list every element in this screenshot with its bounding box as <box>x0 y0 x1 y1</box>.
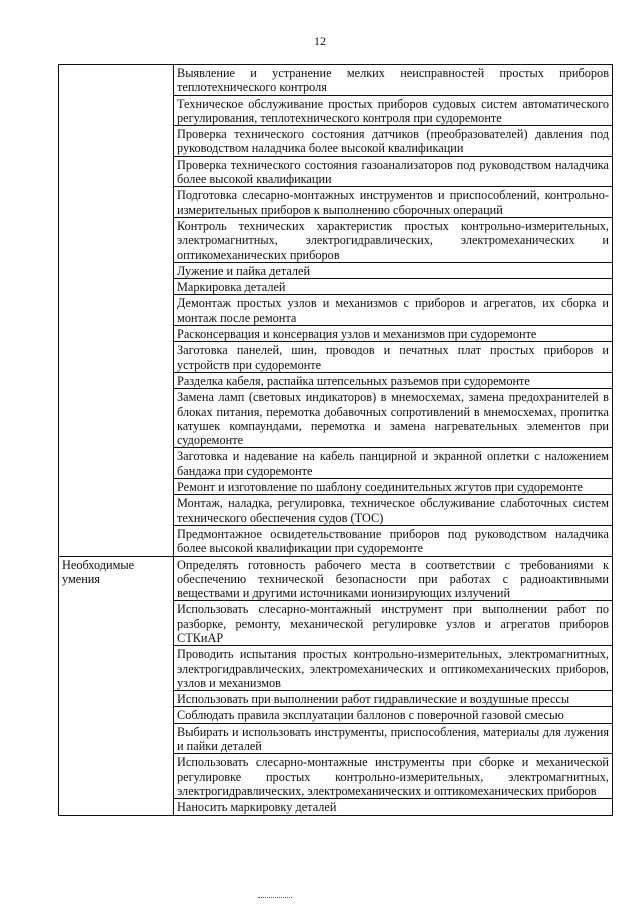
table-cell-item: Использовать при выполнении работ гидравлические и воздушные прессы <box>174 691 613 707</box>
section-label: Необходимые умения <box>59 556 174 815</box>
table-body <box>59 65 613 816</box>
table-cell-item: Проверка технического состояния датчиков (преобразователей) давления под руководством наладчика более высокой квалификации <box>174 126 613 157</box>
competency-table <box>58 64 613 816</box>
table-cell-item: Использовать слесарно-монтажный инструмент при выполнении работ по разборке, ремонту, механической регулировке узлов и агрегатов приборов СТКиАР <box>174 601 613 646</box>
table-cell-item: Использовать слесарно-монтажные инструменты при сборке и механической регулировке простых контрольно-измерительных, электромагнитных, электрогидравлических, электромеханических и оптикомеханических приборов <box>174 754 613 799</box>
table-cell-item: Лужение и пайка деталей <box>174 262 613 278</box>
table-cell-item: Маркировка деталей <box>174 279 613 295</box>
table-cell-item: Определять готовность рабочего места в соответствии с требованиями к обеспечению технической безопасности при работах с радиоактивными веществами и другими источниками ионизирующих излучений <box>174 556 613 601</box>
table-cell-item: Контроль технических характеристик простых контрольно-измерительных, электромагнитных, электрогидравлических, электромеханических и оптикомеханических приборов <box>174 217 613 262</box>
table-cell-item: Техническое обслуживание простых приборов судовых систем автоматического регулирования, теплотехнического контроля при судоремонте <box>174 95 613 126</box>
scan-artifact-line <box>258 897 292 899</box>
table-cell-item: Ремонт и изготовление по шаблону соединительных жгутов при судоремонте <box>174 479 613 495</box>
table-cell-item: Монтаж, наладка, регулировка, техническое обслуживание слаботочных систем технического обеспечения судов (ТОС) <box>174 495 613 526</box>
table-cell-item: Выбирать и использовать инструменты, приспособления, материалы для лужения и пайки деталей <box>174 723 613 754</box>
table-cell-item: Предмонтажное освидетельствование приборов под руководством наладчика более высокой квалификации при судоремонте <box>174 525 613 556</box>
section-label <box>59 65 174 557</box>
table-cell-item: Демонтаж простых узлов и механизмов с приборов и агрегатов, их сборка и монтаж после ремонта <box>174 295 613 326</box>
page-number: 12 <box>314 34 326 48</box>
table-cell-item: Подготовка слесарно-монтажных инструментов и приспособлений, контрольно-измерительных приборов к выполнению сборочных операций <box>174 187 613 218</box>
table-cell-item: Разделка кабеля, распайка штепсельных разъемов при судоремонте <box>174 372 613 388</box>
table-cell-item: Замена ламп (световых индикаторов) в мнемосхемах, замена предохранителей в блоках питания, перемотка добавочных сопротивлений в мнемосхемах, пропитка катушек компаундами, перемотка и замена нагревательных элементов при судоремонте <box>174 389 613 448</box>
table-cell-item: Наносить маркировку деталей <box>174 799 613 815</box>
table-row <box>59 65 613 96</box>
table-cell-item: Проверка технического состояния газоанализаторов под руководством наладчика более высокой квалификации <box>174 156 613 187</box>
table-cell-item: Выявление и устранение мелких неисправностей простых приборов теплотехнического контроля <box>174 65 613 96</box>
table-cell-item: Соблюдать правила эксплуатации баллонов с поверочной газовой смесью <box>174 707 613 723</box>
table-cell-item: Заготовка и надевание на кабель панцирной и экранной оплетки с наложением бандажа при судоремонте <box>174 448 613 479</box>
table-cell-item: Расконсервация и консервация узлов и механизмов при судоремонте <box>174 326 613 342</box>
table-cell-item: Проводить испытания простых контрольно-измерительных, электромагнитных, электрогидравлических, электромеханических и оптикомеханических приборов, узлов и механизмов <box>174 646 613 691</box>
table-row <box>59 556 613 601</box>
table-cell-item: Заготовка панелей, шин, проводов и печатных плат простых приборов и устройств при судоремонте <box>174 342 613 373</box>
